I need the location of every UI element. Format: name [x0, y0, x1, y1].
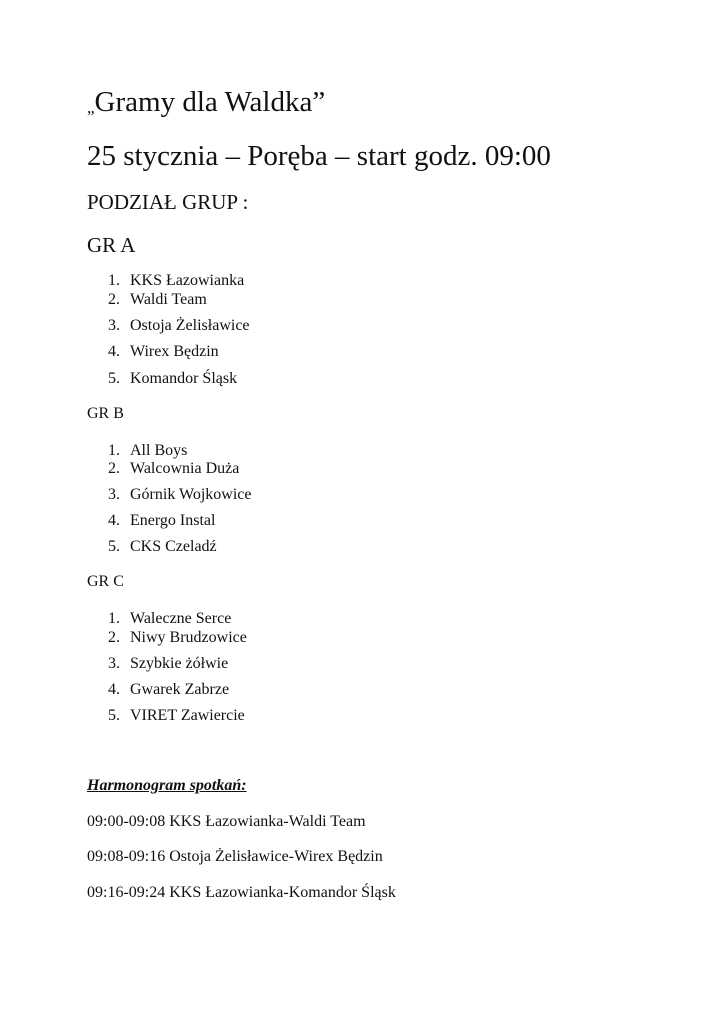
document-subtitle: 25 stycznia – Poręba – start godz. 09:00 — [87, 140, 551, 172]
team-name: CKS Czeladź — [130, 538, 217, 555]
team-name: KKS Łazowianka — [130, 272, 245, 289]
schedule-heading: Harmonogram spotkań: — [87, 777, 247, 794]
schedule-match: 09:16-09:24 KKS Łazowianka-Komandor Śląsk — [87, 884, 396, 901]
group-b-title: GR B — [87, 405, 124, 422]
team-number: 5. — [108, 707, 120, 724]
team-name: Gwarek Zabrze — [130, 681, 230, 698]
team-name: All Boys — [130, 442, 188, 459]
team-name: Komandor Śląsk — [130, 370, 238, 387]
team-name: Wirex Będzin — [130, 343, 219, 360]
group-c-title: GR C — [87, 573, 124, 590]
team-number: 1. — [108, 610, 120, 627]
team-number: 4. — [108, 512, 120, 529]
team-number: 3. — [108, 655, 120, 672]
team-number: 3. — [108, 317, 120, 334]
team-name: Niwy Brudzowice — [130, 629, 247, 646]
team-number: 1. — [108, 442, 120, 459]
team-name: Walcownia Duża — [130, 460, 240, 477]
team-number: 2. — [108, 629, 120, 646]
team-name: VIRET Zawiercie — [130, 707, 245, 724]
team-name: Waldi Team — [130, 291, 207, 308]
schedule-match: 09:00-09:08 KKS Łazowianka-Waldi Team — [87, 813, 366, 830]
team-name: Waleczne Serce — [130, 610, 232, 627]
title-open-quote: „ — [87, 98, 95, 117]
team-name: Energo Instal — [130, 512, 216, 529]
team-number: 5. — [108, 538, 120, 555]
group-a-title: GR A — [87, 233, 136, 257]
team-name: Górnik Wojkowice — [130, 486, 252, 503]
team-name: Szybkie żółwie — [130, 655, 229, 672]
groups-heading: PODZIAŁ GRUP : — [87, 190, 249, 214]
team-number: 3. — [108, 486, 120, 503]
title-text: Gramy dla Waldka” — [94, 86, 326, 118]
team-number: 2. — [108, 460, 120, 477]
team-number: 1. — [108, 272, 120, 289]
schedule-match: 09:08-09:16 Ostoja Żelisławice-Wirex Będzin — [87, 848, 383, 865]
team-number: 5. — [108, 370, 120, 387]
team-number: 4. — [108, 681, 120, 698]
team-name: Ostoja Żelisławice — [130, 317, 250, 334]
team-number: 2. — [108, 291, 120, 308]
team-number: 4. — [108, 343, 120, 360]
document-title — [87, 82, 325, 128]
